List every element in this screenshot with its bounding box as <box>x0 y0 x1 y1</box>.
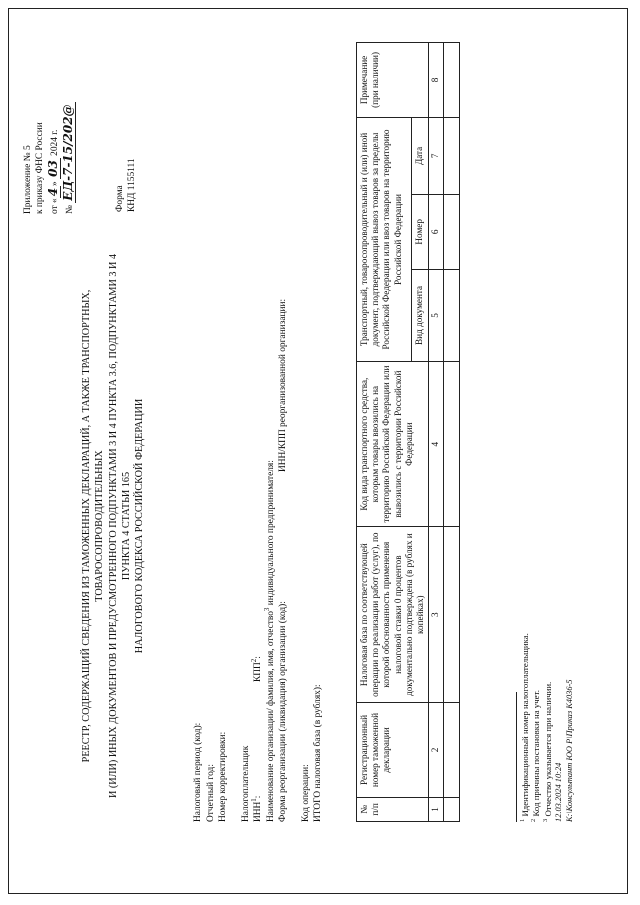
inn-kpp-row: ИНН$^1$: КПП$^2$: <box>249 656 263 822</box>
appendix-header <box>22 44 77 214</box>
empty-cell <box>443 43 459 118</box>
kpp-footnote-mark: 2 <box>249 658 258 663</box>
org-name-label: Наименование организации/ фамилия, имя, отчество <box>265 611 276 822</box>
form-knd-code: КНД 1155111 <box>127 158 138 212</box>
column-numbers-row <box>429 43 443 822</box>
order-number-handwritten: ЕД-7-15/202@ <box>61 104 76 201</box>
date-day-handwritten: 4 <box>46 187 61 197</box>
table-header-row <box>357 43 412 822</box>
inn-footnote-mark: 1 <box>249 798 258 802</box>
header-row-number: № п/п <box>357 797 429 821</box>
column-number: 6 <box>429 194 443 269</box>
header-document-type: Вид документа <box>411 269 429 361</box>
column-number: 2 <box>429 703 443 798</box>
appendix-date <box>46 44 61 214</box>
empty-cell <box>443 362 459 527</box>
column-number: 1 <box>429 797 443 821</box>
tax-period-field: Налоговый период (код): <box>193 722 203 822</box>
org-name-field <box>262 42 278 822</box>
empty-cell <box>443 269 459 361</box>
page-frame <box>8 8 628 894</box>
column-number: 5 <box>429 269 443 361</box>
title-line-2: И (ИЛИ) ИНЫХ ДОКУМЕНТОВ И ПРЕДУСМОТРЕННОГО ПОДПУНКТАМИ 3 И 4 ПУНКТА 3.6, ПОДПУНКТАМИ 3 И 4 ПУНКТА 4 СТАТЬИ 165 <box>107 253 132 799</box>
footnotes <box>516 222 575 822</box>
operation-code-field: Код операции: <box>300 764 311 822</box>
print-date-stamp: 12.03.2024 10:24 <box>553 762 563 822</box>
header-transport-code: Код вида транспортного средства, которым товары ввозились на территорию Российской Федерации или вывозились с территории Российской Федерации <box>357 362 429 527</box>
rotated-document <box>16 16 620 886</box>
correction-number-field: Номер корректировки: <box>218 731 228 822</box>
column-number: 8 <box>429 43 443 118</box>
empty-cell <box>443 703 459 798</box>
title-line-3: НАЛОГОВОГО КОДЕКСА РОССИЙСКОЙ ФЕДЕРАЦИИ <box>134 398 145 654</box>
title-line-1: РЕЕСТР, СОДЕРЖАЩИЙ СВЕДЕНИЯ ИЗ ТАМОЖЕННЫХ ДЕКЛАРАЦИЙ, А ТАКЖЕ ТРАНСПОРТНЫХ, ТОВАРОСОПРОВОДИТЕЛЬНЫХ <box>81 289 106 763</box>
form-label: Форма <box>115 185 125 212</box>
reorg-inn-label: ИНН/КПП реорганизованной организации: <box>278 298 288 472</box>
header-transport-document: Транспортный, товаросопроводительный и (или) иной документ, подтверждающий вывоз товаров за пределы Российской Федерации или ввоз товаров на территорию Российской Федерации <box>357 117 412 361</box>
header-note: Примечание (при наличии) <box>357 43 429 118</box>
table-row-empty <box>443 43 459 822</box>
date-prefix: от « <box>50 198 61 214</box>
reorganization-row <box>277 42 290 822</box>
footnote-3: $^3$ Отчество указывается при наличии. <box>541 681 553 822</box>
patronymic-footnote-mark: 3 <box>262 607 271 612</box>
column-number: 4 <box>429 362 443 527</box>
form-code-block <box>114 102 138 212</box>
registry-table <box>356 42 460 822</box>
appendix-order-number <box>61 44 76 214</box>
appendix-order: к приказу ФНС России <box>35 122 46 214</box>
file-path-stamp: К:\Консультант ЮО Р\Приказ К4036-5 <box>564 679 574 822</box>
inn-label: ИНН <box>253 801 263 822</box>
empty-cell <box>443 117 459 194</box>
footnote-1: $^1$ Идентификационный номер налогоплательщика. <box>519 633 530 822</box>
date-separator: » <box>50 178 61 186</box>
date-year: 2024 г. <box>50 129 61 156</box>
header-declaration-number: Регистрационный номер таможенной декларации <box>357 703 429 798</box>
taxpayer-label: Налогоплательщик <box>240 745 251 822</box>
number-prefix: № <box>65 205 76 214</box>
empty-cell <box>443 194 459 269</box>
column-number: 7 <box>429 117 443 194</box>
appendix-number: Приложение № 5 <box>23 145 33 214</box>
total-tax-base-field: ИТОГО налоговая база (в рублях): <box>313 684 323 822</box>
date-month-handwritten: 03 <box>46 160 61 177</box>
header-tax-base: Налоговая база по соответствующей операции по реализации работ (услуг), по которой обоснованность применения налоговой ставки 0 процентов документально подтверждена (в рублях и копейках) <box>357 527 429 703</box>
header-document-date: Дата <box>411 117 429 194</box>
footnote-2: $^2$ Код причины постановки на учет. <box>530 690 542 822</box>
column-number: 3 <box>429 527 443 703</box>
org-name-label-tail: индивидуального предпринимателя: <box>265 460 276 608</box>
empty-cell <box>443 527 459 703</box>
kpp-label: КПП <box>253 662 263 682</box>
header-document-number: Номер <box>411 194 429 269</box>
document-title <box>80 236 146 816</box>
reorg-form-label: Форма реорганизации (ликвидация) организации (код): <box>278 601 288 822</box>
footnote-divider <box>516 692 517 822</box>
header-fields <box>192 42 325 822</box>
empty-cell <box>443 797 459 821</box>
report-year-field: Отчетный год: <box>205 764 216 822</box>
